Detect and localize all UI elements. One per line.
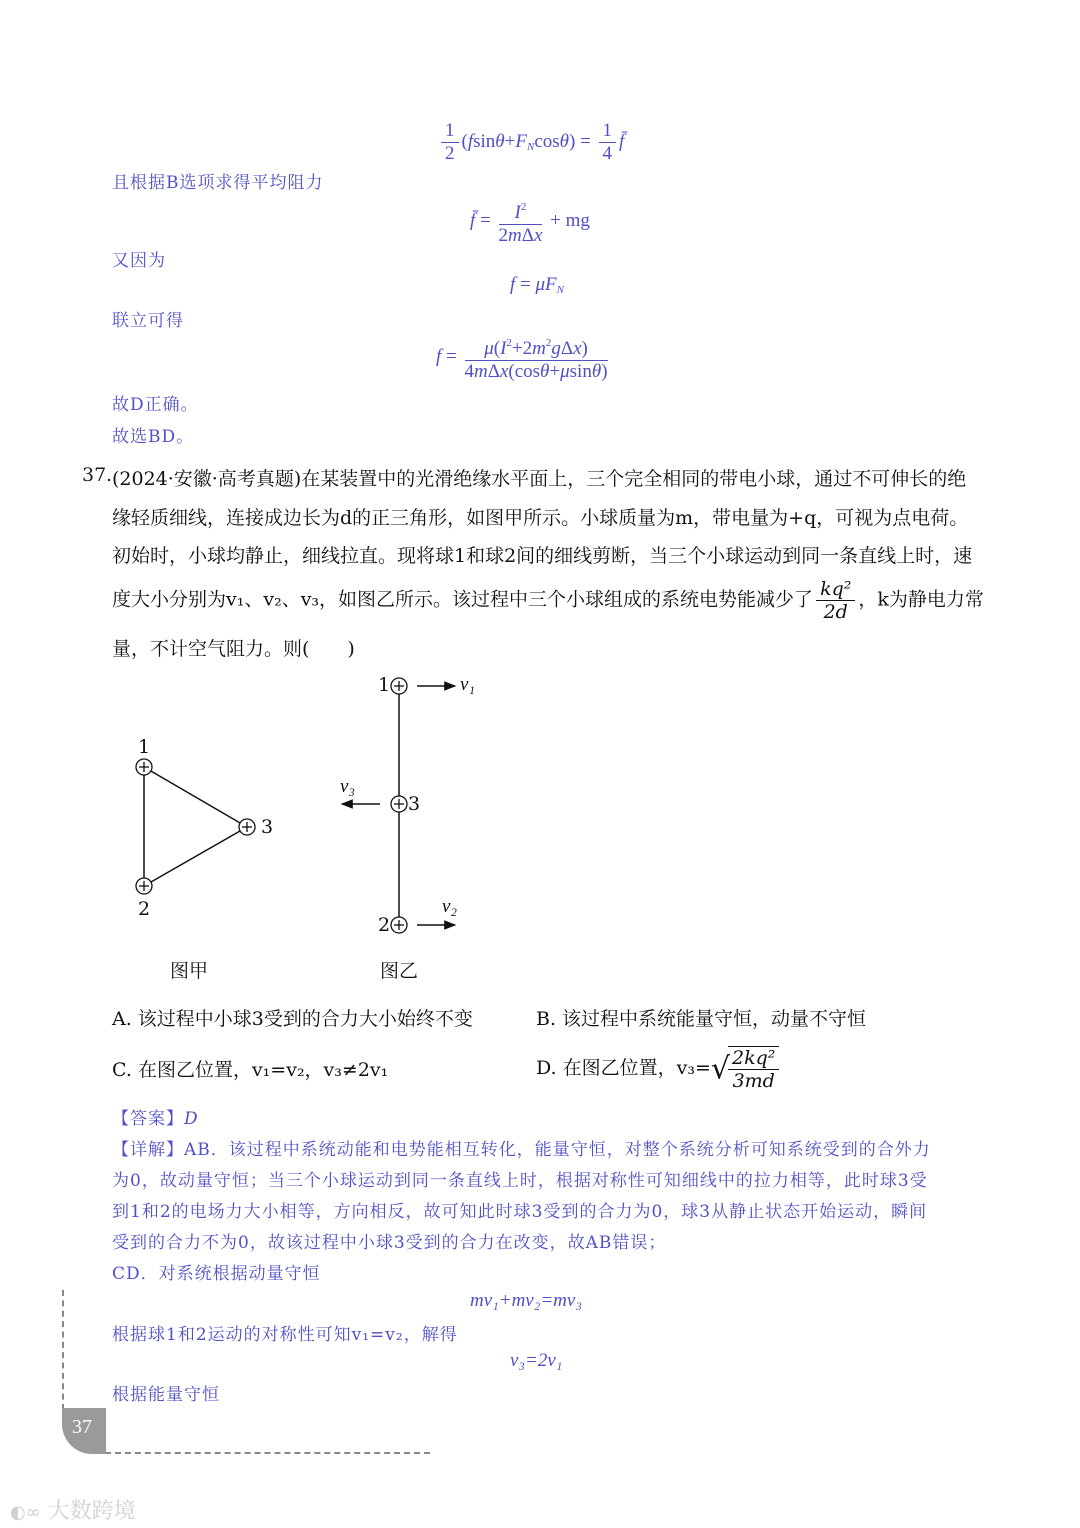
figure-diagrams	[0, 670, 1080, 990]
option-d: D. 在图乙位置，v₃=√ $\frac{\text{2kq²}}{3md}$	[536, 1046, 782, 1092]
question-source: (2024·安徽·高考真题)	[112, 468, 302, 490]
equation-1: $\frac{1}{2}$ $(fsin\theta+F_N\cos\theta)$ = $\frac{1}{4}$ f̄	[438, 120, 624, 165]
question-line-5: 量，不计空气阻力。则( )	[112, 638, 355, 660]
detail-line-7: 根据能量守恒	[112, 1385, 220, 1405]
question-text-4b: ，k为静电力常	[858, 588, 984, 611]
detail-line-3: 到1和2的电场力大小相等，方向相反，故可知此时球3受到的合力为0，球3从静止状态开始运动，瞬间	[112, 1202, 928, 1222]
equation-4: f = $\frac{\mu(I^2+2m^2g\Delta x)}{\text{4mΔx(cosθ+μsinθ)}}$	[436, 332, 611, 383]
option-d-text: D. 在图乙位置，v₃=	[536, 1057, 711, 1079]
ball-1-label-jia: 1	[138, 736, 151, 758]
option-d-num: 2kq²	[728, 1047, 779, 1070]
solution-line-2: 又因为	[112, 251, 166, 271]
detail-tag: 【详解】	[112, 1140, 184, 1160]
question-line-4	[112, 578, 984, 623]
ball-1-yi	[391, 678, 407, 694]
question-number: 37.	[82, 464, 113, 486]
v2-label: v₂	[442, 896, 458, 917]
solution-line-4: 故D正确。	[112, 395, 199, 415]
ball-3-yi	[391, 796, 407, 812]
question-line-1	[112, 464, 966, 491]
left-dashed-border	[62, 1290, 64, 1410]
detail-line-4: 受到的合力不为0，故该过程中小球3受到的合力在改变，故AB错误；	[112, 1233, 667, 1253]
solution-line-5: 故选BD。	[112, 427, 195, 447]
solution-line-1: 且根据B选项求得平均阻力	[112, 173, 324, 193]
watermark-logo-icon: ◐∞	[10, 1502, 41, 1523]
answer-tag: 【答案】	[112, 1109, 184, 1129]
equation-2: f̄ = $\frac{I^2}{\text{2mΔx}}$ + mg	[470, 196, 590, 247]
detail-line-2: 为0，故动量守恒；当三个小球运动到同一条直线上时，根据对称性可知细线中的拉力相等，此时球3受	[112, 1171, 928, 1191]
ball-3-label-yi: 3	[408, 793, 421, 815]
energy-frac-num: kq²	[816, 578, 855, 601]
ball-3-label-jia: 3	[261, 816, 274, 838]
bottom-dashed-border	[105, 1452, 430, 1454]
equation-6: v₃=2v₁	[510, 1350, 563, 1371]
detail-text-1: AB．该过程中系统动能和电势能相互转化，能量守恒，对整个系统分析可知系统受到的合外力	[184, 1140, 931, 1160]
detail-line-1	[112, 1135, 931, 1160]
detail-line-5: CD．对系统根据动量守恒	[112, 1264, 321, 1284]
question-line-3: 初始时，小球均静止，细线拉直。现将球1和球2间的细线剪断，当三个小球运动到同一条直线上时，速	[112, 545, 973, 567]
solution-line-3: 联立可得	[112, 311, 184, 331]
watermark-text: 大数跨境	[47, 1499, 136, 1524]
triangle-figure	[144, 767, 247, 886]
equation-3: $f = \mu F_N$	[510, 274, 564, 296]
ball-2-yi	[391, 917, 407, 933]
question-text-1: 在某装置中的光滑绝缘水平面上，三个完全相同的带电小球，通过不可伸长的绝	[301, 468, 967, 490]
page-number: 37	[72, 1416, 92, 1438]
option-c: C. 在图乙位置，v₁=v₂，v₃≠2v₁	[112, 1059, 389, 1081]
figure-jia-caption: 图甲	[170, 960, 209, 982]
watermark	[10, 1494, 136, 1525]
answer-line	[112, 1104, 199, 1129]
ball-3-jia	[239, 819, 255, 835]
ball-2-label-yi: 2	[378, 914, 391, 936]
figure-yi-caption: 图乙	[380, 960, 419, 982]
detail-line-6: 根据球1和2运动的对称性可知v₁=v₂，解得	[112, 1325, 458, 1345]
energy-frac-den: 2d	[823, 601, 848, 623]
equation-5: mv₁+mv₂=mv₃	[470, 1290, 582, 1311]
option-a: A. 该过程中小球3受到的合力大小始终不变	[112, 1008, 473, 1030]
question-line-2: 缘轻质细线，连接成边长为d的正三角形，如图甲所示。小球质量为m，带电量为+q，可视为点电荷。	[112, 507, 969, 529]
ball-1-jia	[136, 759, 152, 775]
v3-label: v₃	[340, 776, 356, 797]
answer-value: D	[184, 1109, 199, 1129]
ball-1-label-yi: 1	[378, 674, 391, 696]
question-text-4a: 度大小分别为v₁、v₂、v₃，如图乙所示。该过程中三个小球组成的系统电势能减少了	[112, 588, 814, 611]
option-b: B. 该过程中系统能量守恒，动量不守恒	[536, 1008, 867, 1030]
option-d-den: 3md	[732, 1070, 775, 1092]
v1-label: v₁	[460, 674, 476, 695]
ball-2-jia	[136, 878, 152, 894]
ball-2-label-jia: 2	[138, 898, 151, 920]
